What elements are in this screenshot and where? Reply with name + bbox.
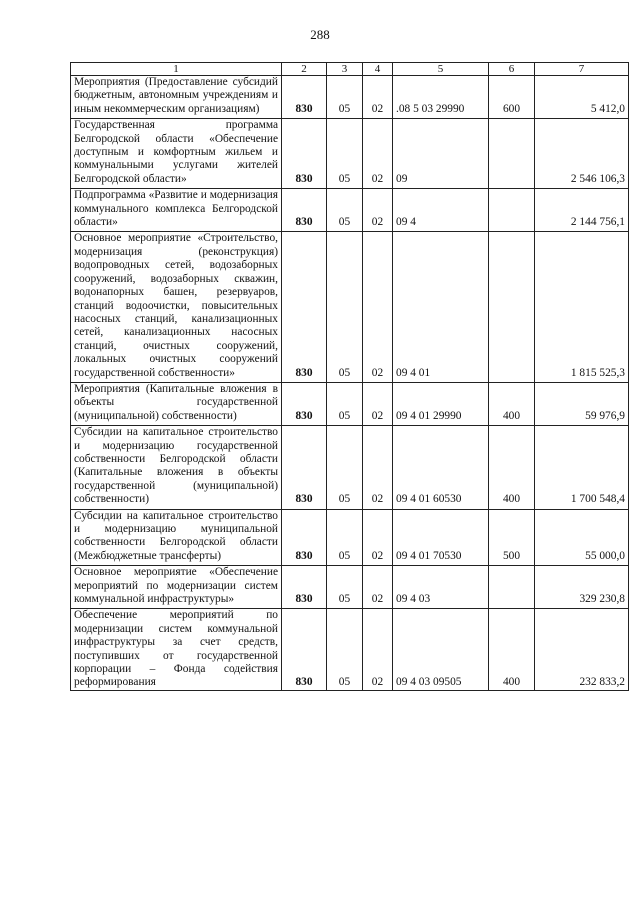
- row-subsection: 02: [363, 509, 393, 566]
- row-name: Подпрограмма «Развитие и модернизация коммунального комплекса Белгородской области»: [71, 189, 282, 232]
- row-subsection: 02: [363, 609, 393, 690]
- row-name: Субсидии на капитальное строительство и модернизацию муниципальной собственности Белгородской области (Межбюджетные трансферты): [71, 509, 282, 566]
- row-admin-code: 830: [282, 609, 327, 690]
- row-admin-code: 830: [282, 76, 327, 119]
- table-row: [71, 382, 629, 425]
- row-expense-type: 400: [489, 426, 535, 509]
- row-target-article: 09 4 01 70530: [393, 509, 489, 566]
- row-expense-type: 500: [489, 509, 535, 566]
- row-expense-type: [489, 232, 535, 382]
- table-row: [71, 609, 629, 690]
- row-section: 05: [327, 609, 363, 690]
- table-row: [71, 232, 629, 382]
- row-name: Мероприятия (Предоставление субсидий бюджетным, автономным учреждениям и иным некоммерческим организациям): [71, 76, 282, 119]
- row-target-article: 09 4 01 60530: [393, 426, 489, 509]
- row-expense-type: [489, 566, 535, 609]
- table-row: [71, 566, 629, 609]
- row-amount: 1 700 548,4: [535, 426, 629, 509]
- row-admin-code: 830: [282, 232, 327, 382]
- row-target-article: .08 5 03 29990: [393, 76, 489, 119]
- table-row: [71, 426, 629, 509]
- row-subsection: 02: [363, 232, 393, 382]
- row-amount: 2 144 756,1: [535, 189, 629, 232]
- column-header-7: 7: [535, 63, 629, 76]
- row-subsection: 02: [363, 76, 393, 119]
- row-name: Основное мероприятие «Строительство, модернизация (реконструкция) водопроводных сетей, водозаборных сооружений, водозаборных скважин, водонапорных башен, резервуаров, станций водоочистки, повысительных насосных станций, канализационных сетей, канализационных насосных станций, очистных сооружений, локальных очистных сооружений государственной собственности»: [71, 232, 282, 382]
- row-name: Обеспечение мероприятий по модернизации систем коммунальной инфраструктуры за счет средств, поступивших от государственной корпорации – Фонда содействия реформирования: [71, 609, 282, 690]
- row-section: 05: [327, 232, 363, 382]
- row-admin-code: 830: [282, 509, 327, 566]
- row-target-article: 09 4 01 29990: [393, 382, 489, 425]
- row-admin-code: 830: [282, 566, 327, 609]
- row-name: Государственная программа Белгородской области «Обеспечение доступным и комфортным жильем и коммунальными услугами жителей Белгородской области»: [71, 119, 282, 189]
- table-row: [71, 189, 629, 232]
- row-amount: 5 412,0: [535, 76, 629, 119]
- column-header-1: 1: [71, 63, 282, 76]
- column-header-2: 2: [282, 63, 327, 76]
- row-section: 05: [327, 119, 363, 189]
- column-header-3: 3: [327, 63, 363, 76]
- row-expense-type: 400: [489, 382, 535, 425]
- table-row: [71, 509, 629, 566]
- row-section: 05: [327, 76, 363, 119]
- row-subsection: 02: [363, 426, 393, 509]
- row-subsection: 02: [363, 382, 393, 425]
- row-target-article: 09 4 01: [393, 232, 489, 382]
- row-amount: 329 230,8: [535, 566, 629, 609]
- row-admin-code: 830: [282, 382, 327, 425]
- row-target-article: 09 4 03: [393, 566, 489, 609]
- row-expense-type: 600: [489, 76, 535, 119]
- row-amount: 2 546 106,3: [535, 119, 629, 189]
- row-section: 05: [327, 509, 363, 566]
- table-row: [71, 119, 629, 189]
- row-section: 05: [327, 426, 363, 509]
- row-admin-code: 830: [282, 189, 327, 232]
- row-target-article: 09: [393, 119, 489, 189]
- row-name: Основное мероприятие «Обеспечение мероприятий по модернизации систем коммунальной инфраструктуры»: [71, 566, 282, 609]
- row-section: 05: [327, 382, 363, 425]
- header-row: [71, 63, 629, 76]
- row-admin-code: 830: [282, 119, 327, 189]
- row-expense-type: 400: [489, 609, 535, 690]
- budget-table: [70, 62, 629, 691]
- page-number: 288: [310, 27, 330, 42]
- column-header-6: 6: [489, 63, 535, 76]
- row-amount: 59 976,9: [535, 382, 629, 425]
- row-admin-code: 830: [282, 426, 327, 509]
- row-name: Мероприятия (Капитальные вложения в объекты государственной (муниципальной) собственности): [71, 382, 282, 425]
- row-expense-type: [489, 119, 535, 189]
- table-row: [71, 76, 629, 119]
- row-section: 05: [327, 566, 363, 609]
- row-section: 05: [327, 189, 363, 232]
- row-subsection: 02: [363, 119, 393, 189]
- row-target-article: 09 4 03 09505: [393, 609, 489, 690]
- row-name: Субсидии на капитальное строительство и модернизацию государственной собственности Белгородской области (Капитальные вложения в объекты государственной (муниципальной) собственности): [71, 426, 282, 509]
- row-amount: 55 000,0: [535, 509, 629, 566]
- column-header-5: 5: [393, 63, 489, 76]
- column-header-4: 4: [363, 63, 393, 76]
- row-amount: 232 833,2: [535, 609, 629, 690]
- row-target-article: 09 4: [393, 189, 489, 232]
- row-subsection: 02: [363, 189, 393, 232]
- row-amount: 1 815 525,3: [535, 232, 629, 382]
- row-subsection: 02: [363, 566, 393, 609]
- row-expense-type: [489, 189, 535, 232]
